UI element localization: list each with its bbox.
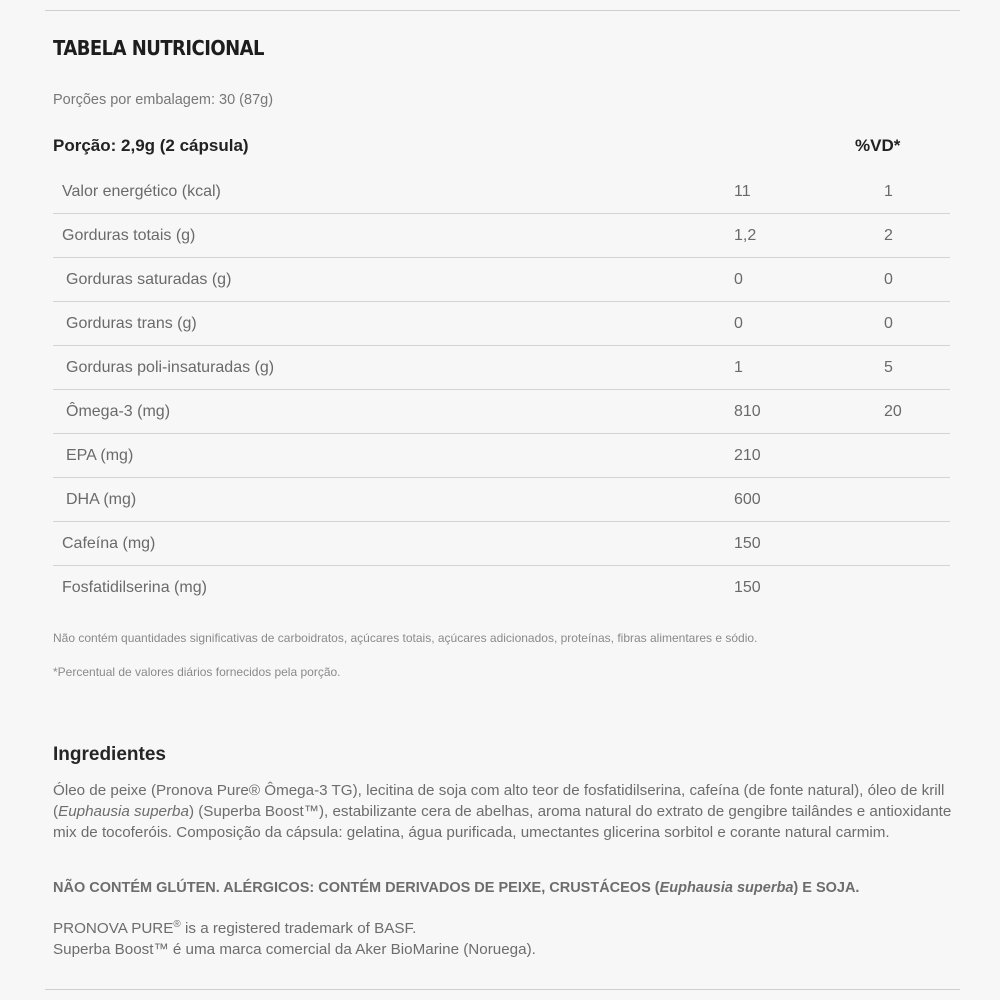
- nutrition-row: [53, 214, 950, 258]
- nutrient-value: 0: [734, 258, 884, 302]
- trademark-text: is a registered trademark of BASF.: [180, 920, 417, 937]
- nutrition-row: [53, 566, 950, 610]
- trademark-notes: [53, 918, 536, 960]
- not-significant-note: Não contém quantidades significativas de carboidratos, açúcares totais, açúcares adicionados, proteínas, fibras alimentares e sódio.: [53, 631, 758, 645]
- nutrient-vd: 2: [884, 214, 950, 258]
- ingredients-text-part: ) (Superba Boost™), estabilizante cera de abelhas, aroma natural do extrato de gengibre tailândes e antioxidante mix de tocoferóis. Composição da cápsula: gelatina, água purificada, umectantes glicerina sorbitol e corante natural carmim.: [53, 803, 952, 841]
- nutrient-vd: 1: [884, 170, 950, 214]
- nutrient-label: Ômega-3 (mg): [53, 390, 734, 434]
- nutrition-row: [53, 390, 950, 434]
- nutrient-label: Gorduras saturadas (g): [53, 258, 734, 302]
- nutrient-vd: [884, 522, 950, 566]
- nutrient-value: 150: [734, 522, 884, 566]
- allergens-text-part: NÃO CONTÉM GLÚTEN. ALÉRGICOS: CONTÉM DERIVADOS DE PEIXE, CRUSTÁCEOS (: [53, 880, 660, 896]
- trademark-line-pronova: [53, 918, 536, 939]
- nutrient-vd: [884, 478, 950, 522]
- nutrition-row: [53, 478, 950, 522]
- nutrient-value: 1: [734, 346, 884, 390]
- nutrient-vd: 20: [884, 390, 950, 434]
- vd-header: %VD*: [855, 136, 901, 155]
- nutrition-row: [53, 258, 950, 302]
- nutrient-value: 810: [734, 390, 884, 434]
- allergens-warning: [53, 880, 859, 896]
- nutrient-vd: [884, 566, 950, 610]
- ingredients-text: [53, 780, 953, 843]
- nutrient-label: Fosfatidilserina (mg): [62, 578, 207, 596]
- nutrient-label: Valor energético (kcal): [53, 170, 734, 214]
- nutrient-vd: 0: [884, 302, 950, 346]
- portion-label: Porção: 2,9g (2 cápsula): [53, 136, 249, 155]
- nutrition-table: [53, 170, 950, 609]
- servings-per-package: Porções por embalagem: 30 (87g): [53, 92, 274, 108]
- percent-note: *Percentual de valores diários fornecidos pela porção.: [53, 665, 341, 679]
- nutrient-vd: 0: [884, 258, 950, 302]
- allergens-text-part: ) E SOJA.: [793, 880, 860, 896]
- ingredients-title: Ingredientes: [53, 744, 166, 765]
- nutrient-label: EPA (mg): [53, 434, 734, 478]
- page-title: TABELA NUTRICIONAL: [53, 36, 264, 60]
- nutrition-row: [53, 522, 950, 566]
- trademark-line-superba: Superba Boost™ é uma marca comercial da Aker BioMarine (Noruega).: [53, 941, 536, 958]
- nutrient-value: 1,2: [734, 214, 884, 258]
- nutrient-label: Gorduras trans (g): [53, 302, 734, 346]
- nutrient-value: 0: [734, 302, 884, 346]
- ingredients-species-name: Euphausia superba: [58, 803, 189, 820]
- nutrient-value: 11: [734, 170, 884, 214]
- nutrient-value: 150: [734, 578, 761, 596]
- nutrient-label: Gorduras poli-insaturadas (g): [53, 346, 734, 390]
- top-divider: [45, 10, 960, 11]
- allergens-species-name: Euphausia superba: [659, 880, 794, 896]
- ingredients-text-part: Óleo de peixe (Pronova Pure® Ômega-3 TG), lecitina de soja com alto teor de fosfatidilserina, cafeína (de fonte natural), óleo de krill (: [53, 782, 945, 820]
- nutrient-vd: 5: [884, 346, 950, 390]
- nutrient-value: 210: [734, 434, 884, 478]
- nutrition-row: [53, 434, 950, 478]
- nutrient-value: 600: [734, 478, 884, 522]
- nutrient-label: Cafeína (mg): [53, 522, 734, 566]
- nutrient-label: DHA (mg): [53, 478, 734, 522]
- bottom-divider: [45, 989, 960, 990]
- nutrient-vd: [884, 434, 950, 478]
- nutrition-row: [53, 302, 950, 346]
- nutrition-row: [53, 170, 950, 214]
- nutrition-row: [53, 346, 950, 390]
- nutrient-label: Gorduras totais (g): [53, 214, 734, 258]
- registered-mark: ®: [173, 918, 181, 930]
- trademark-text: PRONOVA PURE: [53, 920, 174, 937]
- portion-header: [53, 136, 933, 156]
